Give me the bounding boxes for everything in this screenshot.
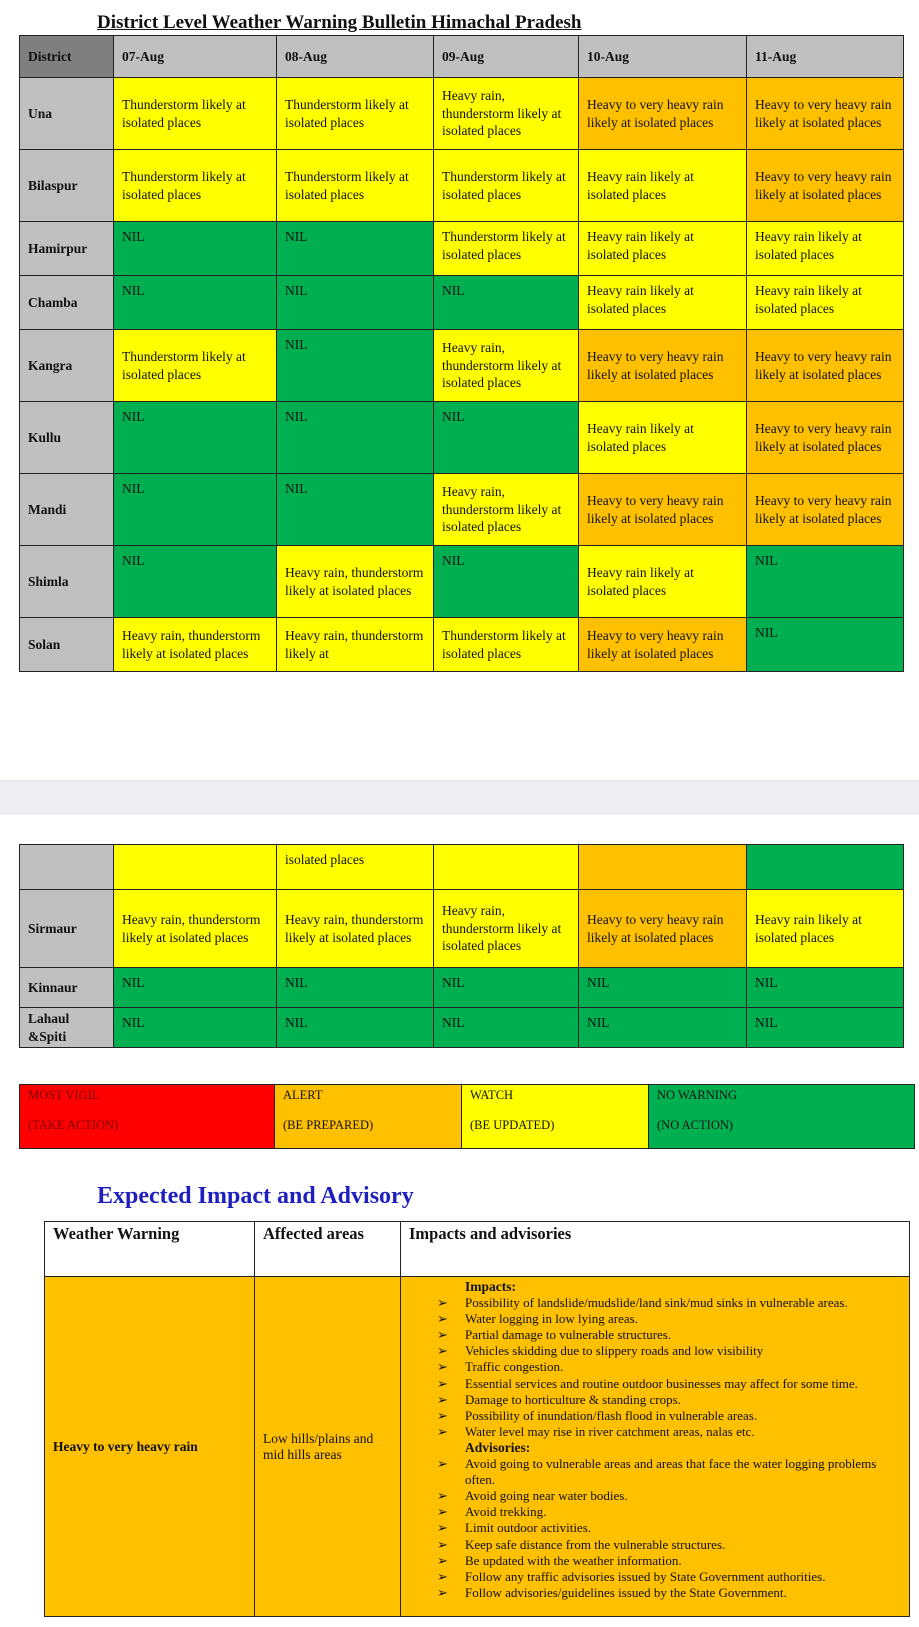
list-item-text: Possibility of inundation/flash flood in vulnerable areas. [465,1407,758,1423]
warning-cell: Heavy rain, thunderstorm likely at isolated places [434,78,579,150]
warning-cell: NIL [114,968,277,1008]
district-cell: Solan [20,618,114,672]
list-item-text: Partial damage to vulnerable structures. [465,1327,672,1343]
column-header: 09-Aug [434,36,579,78]
district-cell: Una [20,78,114,150]
advisory-affected-areas: Low hills/plains and mid hills areas [255,1277,401,1617]
warning-cell: NIL [114,402,277,474]
table-row [20,402,904,474]
legend-action: (BE PREPARED) [283,1118,374,1133]
warning-cell: Heavy rain likely at isolated places [747,222,904,276]
advisory-header-areas: Affected areas [255,1222,401,1277]
table-row [20,1008,904,1048]
table-row [20,890,904,968]
advisory-table [44,1221,910,1617]
district-cell: Hamirpur [20,222,114,276]
list-item [437,1488,905,1504]
arrow-bullet-icon: ➢ [437,1311,448,1327]
warning-cell: Thunderstorm likely at isolated places [434,222,579,276]
warning-cell: NIL [277,222,434,276]
advisory-header-impacts: Impacts and advisories [401,1222,910,1277]
warning-cell: Heavy to very heavy rain likely at isolated places [579,78,747,150]
legend-item [275,1085,462,1149]
table-row [20,276,904,330]
list-item [437,1424,905,1440]
page-break [0,780,919,815]
warning-cell: Thunderstorm likely at isolated places [114,78,277,150]
arrow-bullet-icon: ➢ [437,1327,448,1343]
warning-cell: Heavy to very heavy rain likely at isolated places [579,618,747,672]
warning-cell: NIL [747,968,904,1008]
legend-item [649,1085,915,1149]
table-row [20,845,904,890]
column-header: 08-Aug [277,36,434,78]
table-row [20,150,904,222]
warning-cell: NIL [114,474,277,546]
warning-cell [434,845,579,890]
warning-cell: NIL [579,1008,747,1048]
table-row [20,330,904,402]
legend-action: (NO ACTION) [657,1118,734,1133]
list-item-text: Limit outdoor activities. [465,1520,592,1536]
list-item [437,1504,905,1520]
warning-cell: NIL [434,546,579,618]
list-item [437,1520,905,1536]
arrow-bullet-icon: ➢ [437,1423,448,1439]
list-item [437,1569,905,1585]
warning-cell: NIL [434,1008,579,1048]
arrow-bullet-icon: ➢ [437,1375,448,1391]
arrow-bullet-icon: ➢ [437,1504,448,1520]
advisory-section-title: Expected Impact and Advisory [97,1183,414,1209]
legend-label: MOST VIGIL [28,1088,100,1102]
list-item [437,1585,905,1601]
district-cell: Lahaul &Spiti [20,1008,114,1048]
legend-action: (TAKE ACTION) [28,1118,119,1133]
arrow-bullet-icon: ➢ [437,1295,448,1311]
advisory-warning: Heavy to very heavy rain [45,1277,255,1617]
list-item [437,1295,905,1311]
table-row [20,474,904,546]
warning-cell: Heavy to very heavy rain likely at isolated places [579,330,747,402]
legend-item [20,1085,275,1149]
list-item-text: Damage to horticulture & standing crops. [465,1391,681,1407]
warning-cell: NIL [277,402,434,474]
warning-cell: NIL [114,222,277,276]
list-item [437,1343,905,1359]
warning-cell: Heavy rain likely at isolated places [747,890,904,968]
arrow-bullet-icon: ➢ [437,1552,448,1568]
arrow-bullet-icon: ➢ [437,1407,448,1423]
table-row [20,78,904,150]
column-header: 10-Aug [579,36,747,78]
table-row [20,222,904,276]
warning-cell: Heavy rain likely at isolated places [747,276,904,330]
list-item-text: Essential services and routine outdoor businesses may affect for some time. [465,1375,858,1391]
warning-cell: Heavy rain, thunderstorm likely at isolated places [434,474,579,546]
arrow-bullet-icon: ➢ [437,1391,448,1407]
impacts-heading: Impacts: [465,1279,516,1294]
list-item-text: Traffic congestion. [465,1359,564,1375]
list-item [437,1456,905,1488]
warning-cell [579,845,747,890]
color-legend [19,1084,915,1149]
table-row [20,618,904,672]
list-item-text: Avoid going near water bodies. [465,1488,628,1504]
warning-cell: NIL [434,276,579,330]
warning-table-part1 [19,35,904,672]
district-cell: Kullu [20,402,114,474]
warning-table-part2 [19,844,904,1048]
district-cell: Bilaspur [20,150,114,222]
warning-cell: Thunderstorm likely at isolated places [114,330,277,402]
impacts-advisories-list [401,1279,905,1601]
column-header: 07-Aug [114,36,277,78]
warning-cell: Thunderstorm likely at isolated places [114,150,277,222]
list-item-text: Water level may rise in river catchment areas, nalas etc. [465,1423,755,1439]
list-item [437,1392,905,1408]
table-header-row [20,36,904,78]
warning-cell: Heavy rain likely at isolated places [579,402,747,474]
warning-cell: Thunderstorm likely at isolated places [434,150,579,222]
warning-cell: Heavy rain likely at isolated places [579,546,747,618]
list-item [437,1359,905,1375]
warning-cell: Heavy rain, thunderstorm likely at isolated places [277,546,434,618]
warning-cell: Heavy to very heavy rain likely at isolated places [747,474,904,546]
warning-cell: NIL [747,618,904,672]
warning-cell: Heavy rain likely at isolated places [579,222,747,276]
table-row [20,546,904,618]
warning-cell: Heavy to very heavy rain likely at isolated places [747,150,904,222]
warning-cell: Heavy to very heavy rain likely at isolated places [747,330,904,402]
warning-cell: NIL [747,546,904,618]
warning-cell: Heavy rain, thunderstorm likely at isolated places [434,330,579,402]
warning-cell: NIL [277,474,434,546]
warning-cell: NIL [277,330,434,402]
district-cell: Kangra [20,330,114,402]
warning-cell: Thunderstorm likely at isolated places [434,618,579,672]
warning-cell: Heavy rain, thunderstorm likely at isolated places [434,890,579,968]
warning-cell: Thunderstorm likely at isolated places [277,78,434,150]
warning-cell: Heavy to very heavy rain likely at isolated places [579,474,747,546]
warning-cell: NIL [277,968,434,1008]
warning-cell: NIL [579,968,747,1008]
list-item-text: Be updated with the weather information. [465,1552,682,1568]
legend-item [462,1085,649,1149]
list-item [437,1537,905,1553]
warning-cell: NIL [114,276,277,330]
warning-cell: Heavy to very heavy rain likely at isolated places [747,402,904,474]
warning-cell: Heavy rain likely at isolated places [579,276,747,330]
column-header: District [20,36,114,78]
list-item-text: Keep safe distance from the vulnerable structures. [465,1536,726,1552]
list-item-text: Avoid trekking. [465,1504,547,1520]
warning-cell [114,845,277,890]
warning-cell: NIL [747,1008,904,1048]
warning-cell: Heavy to very heavy rain likely at isolated places [579,890,747,968]
page-title: District Level Weather Warning Bulletin Himachal Pradesh [97,12,582,33]
district-cell [20,845,114,890]
district-cell: Shimla [20,546,114,618]
arrow-bullet-icon: ➢ [437,1343,448,1359]
list-item [437,1408,905,1424]
warning-cell [747,845,904,890]
warning-cell: NIL [277,1008,434,1048]
legend-label: NO WARNING [657,1088,737,1102]
table-row [20,968,904,1008]
warning-cell: NIL [114,546,277,618]
list-item-text: Avoid going to vulnerable areas and areas that face the water logging problems often. [465,1456,877,1488]
list-item-text: Follow any traffic advisories issued by State Government authorities. [465,1568,826,1584]
list-item [437,1376,905,1392]
warning-cell: Heavy rain likely at isolated places [579,150,747,222]
list-item-text: Follow advisories/guidelines issued by the State Government. [465,1584,787,1600]
district-cell: Sirmaur [20,890,114,968]
arrow-bullet-icon: ➢ [437,1584,448,1600]
arrow-bullet-icon: ➢ [437,1359,448,1375]
legend-label: WATCH [470,1088,514,1102]
list-item [437,1327,905,1343]
list-item-text: Water logging in low lying areas. [465,1311,638,1327]
list-item-text: Vehicles skidding due to slippery roads and low visibility [465,1343,764,1359]
arrow-bullet-icon: ➢ [437,1568,448,1584]
advisory-header-warning: Weather Warning [45,1222,255,1277]
warning-cell: isolated places [277,845,434,890]
arrow-bullet-icon: ➢ [437,1520,448,1536]
list-item-text: Possibility of landslide/mudslide/land sink/mud sinks in vulnerable areas. [465,1295,848,1311]
warning-cell: Thunderstorm likely at isolated places [277,150,434,222]
warning-cell: Heavy rain, thunderstorm likely at isolated places [277,890,434,968]
list-item [437,1553,905,1569]
column-header: 11-Aug [747,36,904,78]
warning-cell: NIL [434,968,579,1008]
warning-cell: Heavy rain, thunderstorm likely at isolated places [114,618,277,672]
impacts-advisories-cell [401,1277,910,1617]
warning-cell: Heavy rain, thunderstorm likely at [277,618,434,672]
list-item [437,1311,905,1327]
warning-cell: NIL [277,276,434,330]
warning-cell: NIL [114,1008,277,1048]
legend-action: (BE UPDATED) [470,1118,555,1133]
advisories-heading: Advisories: [465,1439,531,1455]
legend-label: ALERT [283,1088,323,1102]
district-cell: Mandi [20,474,114,546]
district-cell: Kinnaur [20,968,114,1008]
district-cell: Chamba [20,276,114,330]
arrow-bullet-icon: ➢ [437,1536,448,1552]
warning-cell: Heavy to very heavy rain likely at isolated places [747,78,904,150]
arrow-bullet-icon: ➢ [437,1488,448,1504]
warning-cell: NIL [434,402,579,474]
arrow-bullet-icon: ➢ [437,1456,448,1472]
warning-cell: Heavy rain, thunderstorm likely at isolated places [114,890,277,968]
